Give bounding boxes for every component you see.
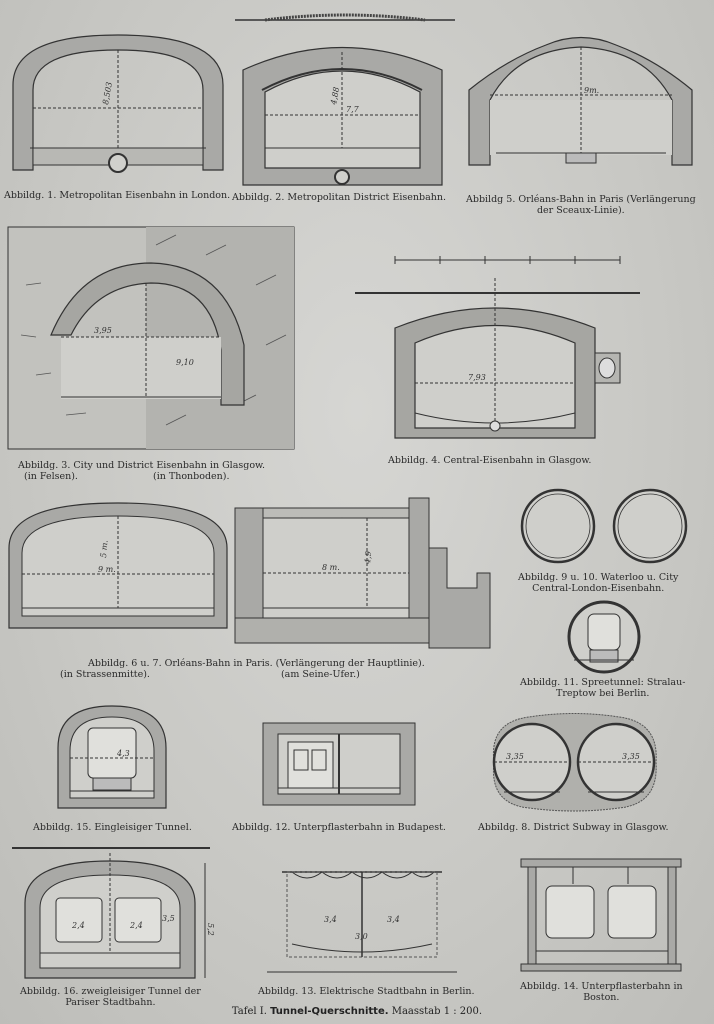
fig13-dim-left: 3,4: [324, 915, 337, 924]
fig14-caption-line2: Boston.: [583, 992, 620, 1003]
fig4-diagram: [350, 248, 650, 448]
footer-plate-number: Tafel I.: [231, 1006, 267, 1017]
fig8-dim-right: 3,35: [622, 752, 640, 761]
fig3-caption-line2: [18, 471, 265, 482]
fig3-caption-felsen: (in Felsen).: [24, 471, 78, 482]
fig5-caption: [466, 194, 696, 216]
fig8-diagram: [484, 712, 664, 812]
fig15-diagram: [55, 703, 170, 813]
fig14-caption: [520, 981, 683, 1003]
fig2-caption: Abbildg. 2. Metropolitan District Eisenbahn.: [232, 192, 446, 203]
fig3-diagram: [6, 225, 296, 455]
fig16-caption: [20, 986, 201, 1008]
fig6-height-label: 5 m.: [99, 539, 110, 559]
fig8-caption: Abbildg. 8. District Subway in Glasgow.: [478, 822, 669, 833]
fig11-caption-line1: Abbildg. 11. Spreetunnel: Stralau-: [520, 677, 686, 688]
fig4-caption: Abbildg. 4. Central-Eisenbahn in Glasgow.: [388, 455, 592, 466]
fig6-diagram: [6, 498, 231, 638]
fig3-dim-right: 9,10: [176, 358, 194, 367]
fig67-caption: [60, 658, 425, 680]
top-ground-line: [230, 8, 460, 26]
fig9-10-caption-line1: Abbildg. 9 u. 10. Waterloo u. City: [518, 572, 679, 583]
fig1-diagram: [8, 30, 228, 180]
fig7-height-label: 4,9: [363, 550, 374, 565]
fig4-dim-label: 7,93: [468, 373, 486, 382]
fig67-caption-seine-ufer: (am Seine-Ufer.): [280, 669, 360, 680]
fig9-10-caption: [518, 572, 678, 594]
fig12-caption: Abbildg. 12. Unterpflasterbahn in Budapest.: [232, 822, 446, 833]
fig15-caption: Abbildg. 15. Eingleisiger Tunnel.: [33, 822, 192, 833]
fig13-diagram: [262, 864, 462, 979]
fig11-caption: [520, 677, 685, 699]
fig14-caption-line1: Abbildg. 14. Unterpflasterbahn in: [520, 981, 683, 992]
fig67-caption-strassenmitte: (in Strassenmitte).: [60, 669, 150, 680]
fig12-diagram: [260, 720, 418, 808]
fig5-dim-label: 9m.: [584, 86, 600, 95]
fig1-caption: Abbildg. 1. Metropolitan Eisenbahn in London.: [4, 190, 231, 201]
fig2-height-label: 4,88: [329, 86, 342, 106]
fig67-caption-line1: Abbildg. 6 u. 7. Orléans-Bahn in Paris. (Verlängerung der Hauptlinie).: [88, 658, 425, 669]
fig14-diagram: [518, 856, 683, 974]
fig3-caption-line1: Abbildg. 3. City und District Eisenbahn in Glasgow.: [18, 460, 266, 471]
fig8-dim-left: 3,35: [506, 752, 524, 761]
fig16-caption-line1: Abbildg. 16. zweigleisiger Tunnel der: [20, 986, 201, 997]
fig16-dim-car1: 2,4: [72, 921, 85, 930]
fig11-caption-line2: Treptow bei Berlin.: [556, 688, 650, 699]
fig16-caption-line2: Pariser Stadtbahn.: [65, 997, 156, 1008]
fig6-width-label: 9 m.: [98, 565, 116, 574]
fig5-caption-line1: Abbildg 5. Orléans-Bahn in Paris (Verlängerung: [466, 194, 696, 205]
fig1-dim-label: 8,503: [101, 81, 114, 106]
fig11-diagram: [562, 600, 647, 675]
fig16-dim-car2: 2,4: [130, 921, 143, 930]
fig9-10-caption-line2: Central-London-Eisenbahn.: [532, 583, 665, 594]
fig2-width-label: 7,7: [346, 105, 359, 114]
fig3-dim-left: 3,95: [94, 326, 112, 335]
fig13-caption: Abbildg. 13. Elektrische Stadtbahn in Berlin.: [258, 986, 475, 997]
fig13-dim-right: 3,4: [387, 915, 400, 924]
fig67-caption-line2: [60, 669, 425, 680]
fig16-dim-right: 3,5: [162, 914, 175, 923]
fig7-diagram: [232, 488, 507, 653]
footer-title: Tunnel-Querschnitte.: [270, 1006, 389, 1017]
plate-footer: [0, 1006, 714, 1017]
fig7-width-label: 8 m.: [322, 563, 340, 572]
fig16-dim-height: 5,2: [206, 923, 215, 936]
fig5-caption-line2: der Sceaux-Linie).: [536, 205, 625, 216]
fig9-10-diagram: [518, 488, 693, 566]
fig15-dim-label: 4,3: [117, 749, 130, 758]
footer-scale: Maasstab 1 : 200.: [391, 1006, 483, 1017]
fig3-caption-thonboden: (in Thonboden).: [153, 471, 230, 482]
fig2-diagram: [240, 30, 445, 190]
fig13-dim-center: 3,0: [355, 932, 368, 941]
fig3-caption: [18, 460, 265, 482]
fig16-diagram: [10, 843, 215, 983]
fig5-diagram: [466, 25, 696, 170]
